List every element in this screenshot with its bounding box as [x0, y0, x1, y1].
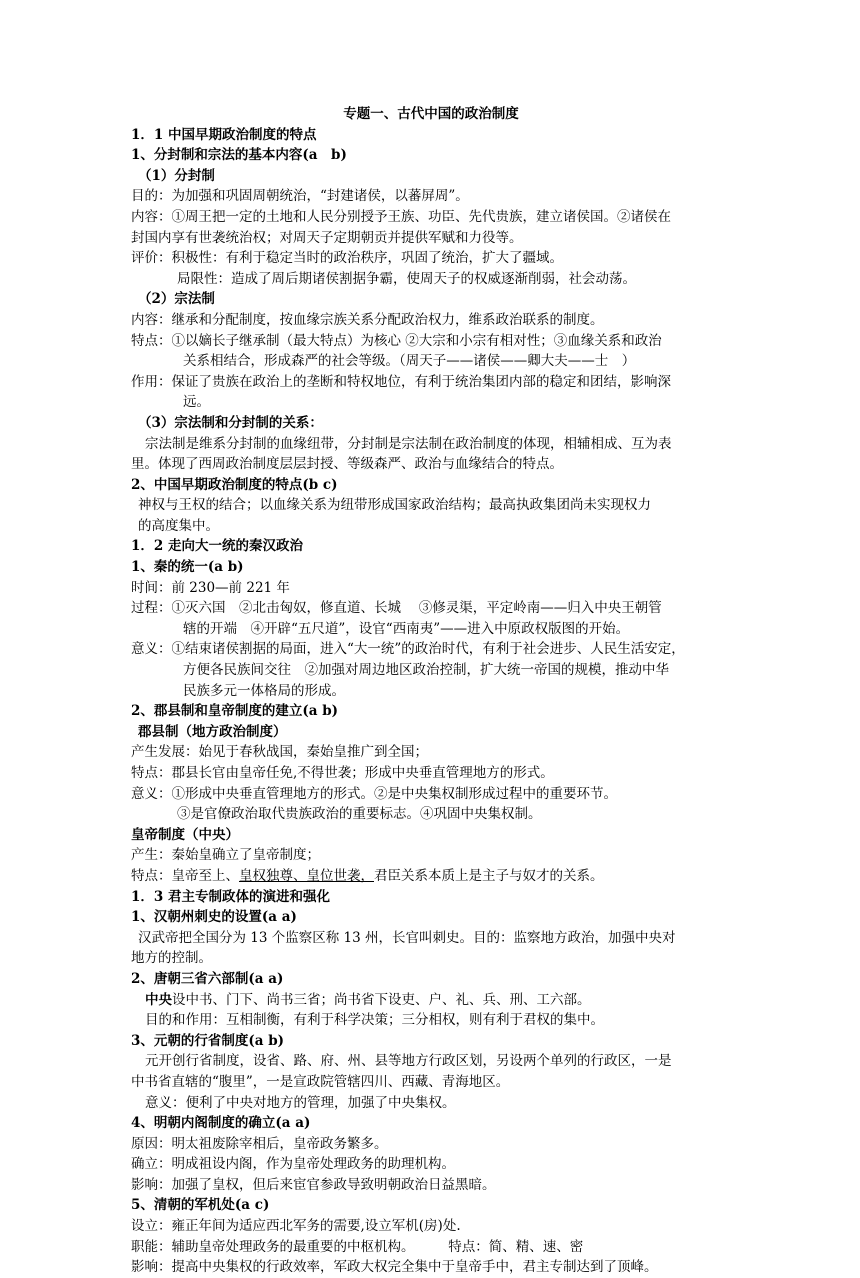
section-heading: （2）宗法制: [138, 291, 215, 308]
text-line: 作用：保证了贵族在政治上的垄断和特权地位，有利于统治集团内部的稳定和团结，影响深: [131, 373, 671, 390]
text-line: 特点：郡县长官由皇帝任免,不得世袭；形成中央垂直管理地方的形式。: [131, 765, 554, 781]
text-line: 汉武帝把全国分为 13 个监察区称 13 州，长官叫刺史。目的：监察地方政治，加强中央对: [138, 929, 676, 946]
text-line: 影响：加强了皇权，但后来宦官参政导致明朝政治日益黑暗。: [131, 1176, 496, 1193]
text-line: 方便各民族间交往 ②加强对周边地区政治控制，扩大统一帝国的规模，推动中华: [183, 662, 669, 679]
section-heading: 2、中国早期政治制度的特点(b c): [131, 476, 338, 493]
text-line: 元开创行省制度，设省、路、府、州、县等地方行政区划，另设两个单列的行政区，一是: [145, 1053, 672, 1070]
text-line: 确立：明成祖设内阁，作为皇帝处理政务的助理机构。: [131, 1156, 455, 1173]
section-heading: 1．1 中国早期政治制度的特点: [131, 126, 317, 143]
section-heading: 1．3 君主专制政体的演进和强化: [131, 888, 330, 905]
text-line: 意义：便利了中央对地方的管理，加强了中央集权。: [145, 1094, 456, 1111]
section-heading: 郡县制（地方政治制度）: [138, 723, 287, 740]
text-line: 远。: [183, 394, 210, 411]
document-lines: [131, 125, 731, 1278]
section-heading: 1．2 走向大一统的秦汉政治: [131, 538, 303, 555]
text-line: 评价：积极性：有利于稳定当时的政治秩序，巩固了统治，扩大了疆域。: [131, 250, 563, 267]
text-line: 内容：①周王把一定的土地和人民分别授予王族、功臣、先代贵族，建立诸侯国。②诸侯在: [131, 208, 671, 225]
document-body: [131, 104, 731, 1278]
section-heading: 皇帝制度（中央）: [131, 826, 239, 843]
emperor-traits-suffix: 君臣关系本质上是主子与奴才的关系。: [374, 867, 604, 884]
text-line: 产生：秦始皇确立了皇帝制度；: [131, 847, 320, 864]
text-line: 地方的控制。: [131, 950, 212, 967]
emperor-traits-prefix: 特点：皇帝至上、: [131, 867, 239, 884]
text-line: 时间：前 230—前 221 年: [131, 579, 290, 596]
text-line: 影响：提高中央集权的行政效率，军政大权完全集中于皇帝手中，君主专制达到了顶峰。: [131, 1259, 658, 1276]
text-line: 关系相结合，形成森严的社会等级。（周天子——诸侯——卿大夫——士 ）: [183, 353, 636, 370]
text-line: 目的：为加强和巩固周朝统治，“封建诸侯，以蕃屏周”。: [131, 188, 469, 205]
text-line: 里。体现了西周政治制度层层封授、等级森严、政治与血缘结合的特点。: [131, 456, 563, 473]
text-line: 职能：辅助皇帝处理政务的最重要的中枢机构。 特点：简、精、速、密: [131, 1238, 584, 1255]
section-heading: 1、分封制和宗法的基本内容(a b): [131, 147, 347, 164]
section-heading: 4、明朝内阁制度的确立(a a): [131, 1115, 311, 1132]
text-line: 目的和作用：互相制衡，有利于科学决策；三分相权，则有利于君权的集中。: [145, 1012, 604, 1029]
tang-central-label: 中央: [145, 991, 172, 1008]
tang-central-text: 设中书、门下、尚书三省；尚书省下设吏、户、礼、兵、刑、工六部。: [172, 991, 591, 1008]
text-line: 封国内享有世袭统治权；对周天子定期朝贡并提供军赋和力役等。: [131, 229, 523, 246]
text-line: 内容：继承和分配制度，按血缘宗族关系分配政治权力，维系政治联系的制度。: [131, 311, 604, 328]
text-line: 局限性：造成了周后期诸侯割据争霸，使周天子的权威逐渐削弱，社会动荡。: [177, 270, 636, 287]
emperor-traits-line: [131, 866, 731, 887]
section-heading: 5、清朝的军机处(a c): [131, 1197, 270, 1214]
text-line: 特点：①以嫡长子继承制（最大特点）为核心 ②大宗和小宗有相对性；③血缘关系和政治: [131, 332, 662, 349]
text-line: 中书省直辖的“腹里”，一是宣政院管辖四川、西藏、青海地区。: [131, 1073, 510, 1090]
section-heading: 1、秦的统一(a b): [131, 559, 244, 576]
section-heading: 2、唐朝三省六部制(a a): [131, 970, 284, 987]
section-heading: 3、元朝的行省制度(a b): [131, 1032, 285, 1049]
section-heading: 1、汉朝州刺史的设置(a a): [131, 909, 297, 926]
text-line: 宗法制是维系分封制的血缘纽带，分封制是宗法制在政治制度的体现，相辅相成、互为表: [145, 435, 672, 452]
text-line: 神权与王权的结合；以血缘关系为纽带形成国家政治结构；最高执政集团尚未实现权力: [138, 497, 651, 514]
text-line: 的高度集中。: [138, 517, 219, 534]
section-heading: 2、郡县制和皇帝制度的建立(a b): [131, 703, 339, 720]
text-line: 意义：①形成中央垂直管理地方的形式。②是中央集权制形成过程中的重要环节。: [131, 785, 617, 802]
text-line: 辖的开端 ④开辟“五尺道”，设官“西南夷”——进入中原政权版图的开始。: [183, 620, 630, 637]
section-heading: （1）分封制: [138, 167, 215, 184]
text-line: 过程：①灭六国 ②北击匈奴，修直道、长城 ③修灵渠，平定岭南——归入中央王朝管: [131, 600, 662, 617]
text-line: ③是官僚政治取代贵族政治的重要标志。④巩固中央集权制。: [177, 806, 542, 823]
text-line: 原因：明太祖废除宰相后，皇帝政务繁多。: [131, 1135, 388, 1152]
tang-central-line: [131, 990, 731, 1011]
text-line: 设立：雍正年间为适应西北军务的需要,设立军机(房)处.: [131, 1218, 461, 1235]
emperor-traits-underlined: 皇权独尊、皇位世袭，: [239, 867, 374, 884]
text-line: 产生发展：始见于春秋战国，秦始皇推广到全国；: [131, 744, 428, 761]
section-heading: （3）宗法制和分封制的关系：: [138, 414, 323, 431]
text-line: 民族多元一体格局的形成。: [183, 682, 345, 699]
document-title: 专题一、古代中国的政治制度: [343, 106, 519, 122]
text-line: 意义：①结束诸侯割据的局面，进入“大一统”的政治时代，有利于社会进步、人民生活安定，: [131, 641, 685, 658]
